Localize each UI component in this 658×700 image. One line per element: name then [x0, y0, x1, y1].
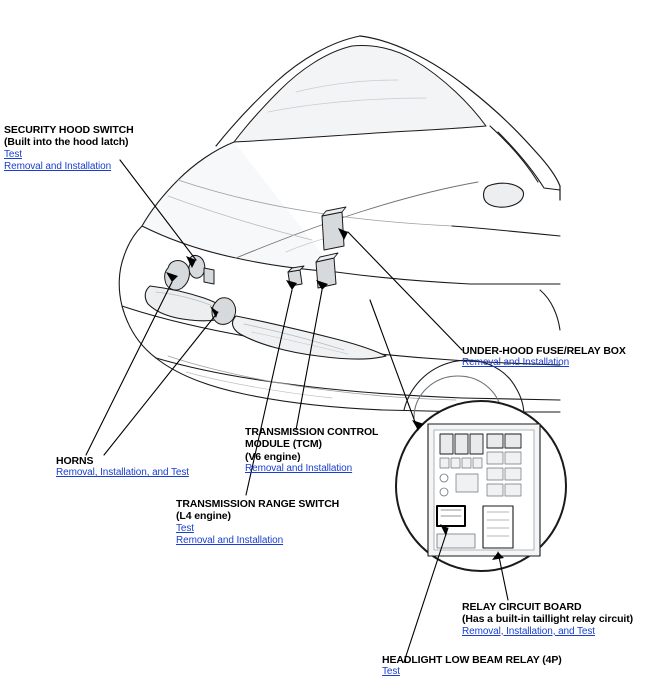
callout-subtitle: (Built into the hood latch)	[4, 136, 129, 149]
link-test[interactable]: Test	[176, 522, 194, 534]
link-removal-and-installation[interactable]: Removal and Installation	[4, 160, 112, 172]
callout-transmission-range-switch	[176, 498, 339, 546]
callout-title: RELAY CIRCUIT BOARD	[462, 601, 582, 613]
link-removal-installation-and-test[interactable]: Removal, Installation, and Test	[56, 467, 189, 479]
callout-subtitle: (L4 engine)	[176, 510, 231, 523]
callout-security-hood-switch	[4, 124, 134, 172]
callout-subtitle-2: (V6 engine)	[245, 450, 301, 463]
callout-title: UNDER-HOOD FUSE/RELAY BOX	[462, 345, 626, 357]
callout-headlight-low-beam-relay	[382, 654, 562, 678]
link-removal-installation-and-test[interactable]: Removal, Installation, and Test	[462, 625, 595, 637]
callout-subtitle: MODULE (TCM)	[245, 438, 322, 451]
callout-title: TRANSMISSION CONTROL	[245, 426, 379, 438]
callout-under-hood-fuse-relay-box	[462, 345, 626, 369]
link-removal-and-installation[interactable]: Removal and Installation	[176, 534, 284, 546]
callout-title: TRANSMISSION RANGE SWITCH	[176, 498, 340, 510]
link-test[interactable]: Test	[4, 148, 22, 160]
callout-title: HORNS	[56, 455, 94, 467]
callout-title: HEADLIGHT LOW BEAM RELAY (4P)	[382, 654, 562, 666]
callout-relay-circuit-board	[462, 601, 633, 638]
callout-subtitle: (Has a built-in taillight relay circuit)	[462, 613, 634, 626]
link-test[interactable]: Test	[382, 666, 400, 678]
link-removal-and-installation[interactable]: Removal and Installation	[462, 357, 570, 369]
link-removal-and-installation[interactable]: Removal and Installation	[245, 463, 353, 475]
callout-transmission-control-module	[245, 426, 378, 475]
callout-horns	[56, 455, 189, 479]
callout-title: SECURITY HOOD SWITCH	[4, 124, 134, 136]
